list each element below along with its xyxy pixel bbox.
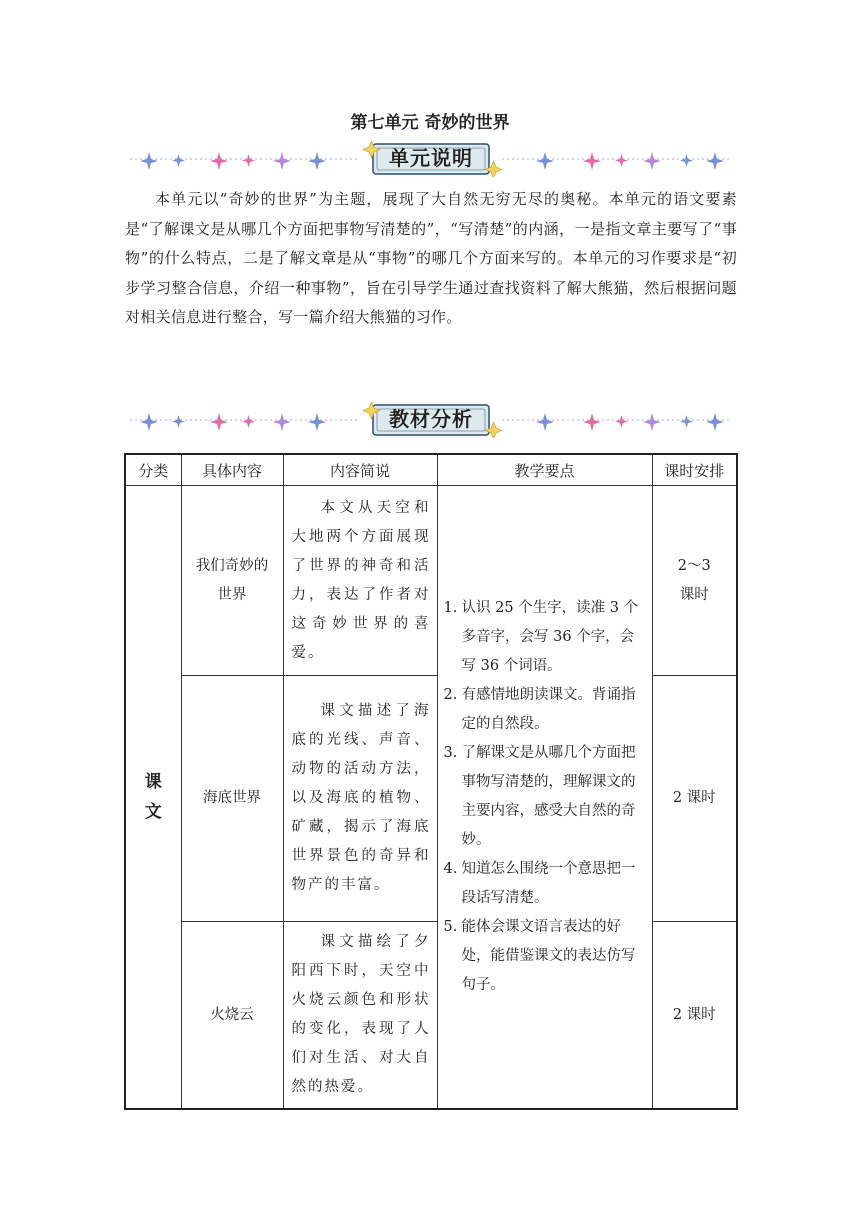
hours-unit: 课时 xyxy=(679,586,709,603)
page-title: 第七单元 奇妙的世界 xyxy=(350,113,510,133)
lesson-brief: 本文从天空和大地两个方面展现了世界的神奇和活力，表达了作者对这奇妙世界的喜爱。 xyxy=(283,486,437,676)
header-category: 分类 xyxy=(125,454,181,486)
key-point-text: 认识 25 个生字，读准 3 个多音字，会写 36 个字，会写 36 个词语。 xyxy=(461,600,639,674)
lesson-hours: 2 课时 xyxy=(652,922,737,1110)
textbook-analysis-banner xyxy=(125,402,737,438)
table-row xyxy=(125,486,737,676)
key-point-number: 1. xyxy=(443,600,458,616)
key-point-number: 4. xyxy=(443,861,458,877)
unit-description-label: 单元说明 xyxy=(389,146,473,170)
category-char: 课 xyxy=(144,772,162,792)
key-point-item xyxy=(444,855,646,913)
hours-value: 2～3 xyxy=(677,557,711,574)
key-point-item xyxy=(444,739,646,855)
header-hours: 课时安排 xyxy=(652,454,737,486)
key-point-number: 5. xyxy=(443,919,458,935)
table-header-row xyxy=(125,454,737,486)
category-cell xyxy=(125,486,181,1110)
header-content: 具体内容 xyxy=(181,454,283,486)
key-points-cell xyxy=(437,486,652,1110)
lesson-brief: 课文描述了海底的光线、声音、动物的活动方法，以及海底的植物、矿藏，揭示了海底世界景色的奇异和物产的丰富。 xyxy=(283,676,437,922)
lesson-hours xyxy=(652,486,737,676)
unit-description-banner xyxy=(125,141,737,177)
key-point-number: 2. xyxy=(443,687,458,703)
key-point-item xyxy=(444,594,646,681)
key-point-text: 了解课文是从哪几个方面把事物写清楚的，理解课文的主要内容，感受大自然的奇妙。 xyxy=(461,745,636,848)
textbook-analysis-label: 教材分析 xyxy=(389,407,473,431)
key-point-item xyxy=(444,913,646,1000)
lesson-title: 我们奇妙的世界 xyxy=(181,486,283,676)
header-brief: 内容简说 xyxy=(283,454,437,486)
unit-intro-paragraph: 本单元以“奇妙的世界”为主题，展现了大自然无穷无尽的奥秘。本单元的语文要素是“了解课文是从哪几个方面把事物写清楚的”，“写清楚”的内涵，一是指文章主要写了“事物”的什么特点，二是了解文章是从“事物”的哪几个方面来写的。本单元的习作要求是“初步学习整合信息，介绍一种事物”，旨在引导学生通过查找资料了解大熊猫，然后根据问题对相关信息进行整合，写一篇介绍大熊猫的习作。 xyxy=(125,190,737,326)
lesson-hours: 2 课时 xyxy=(652,676,737,922)
key-points-list xyxy=(444,594,646,1000)
lesson-brief: 课文描绘了夕阳西下时，天空中火烧云颜色和形状的变化，表现了人们对生活、对大自然的热爱。 xyxy=(283,922,437,1110)
key-point-text: 有感情地朗读课文。背诵指定的自然段。 xyxy=(461,687,636,732)
key-point-number: 3. xyxy=(443,745,458,761)
key-point-text: 知道怎么围绕一个意思把一段话写清楚。 xyxy=(461,861,636,906)
lesson-title: 海底世界 xyxy=(181,676,283,922)
category-char: 文 xyxy=(144,802,162,822)
key-point-text: 能体会课文语言表达的好处，能借鉴课文的表达仿写句子。 xyxy=(461,919,636,993)
lesson-title: 火烧云 xyxy=(181,922,283,1110)
key-point-item xyxy=(444,681,646,739)
header-key-points: 教学要点 xyxy=(437,454,652,486)
lesson-table xyxy=(124,453,738,1110)
